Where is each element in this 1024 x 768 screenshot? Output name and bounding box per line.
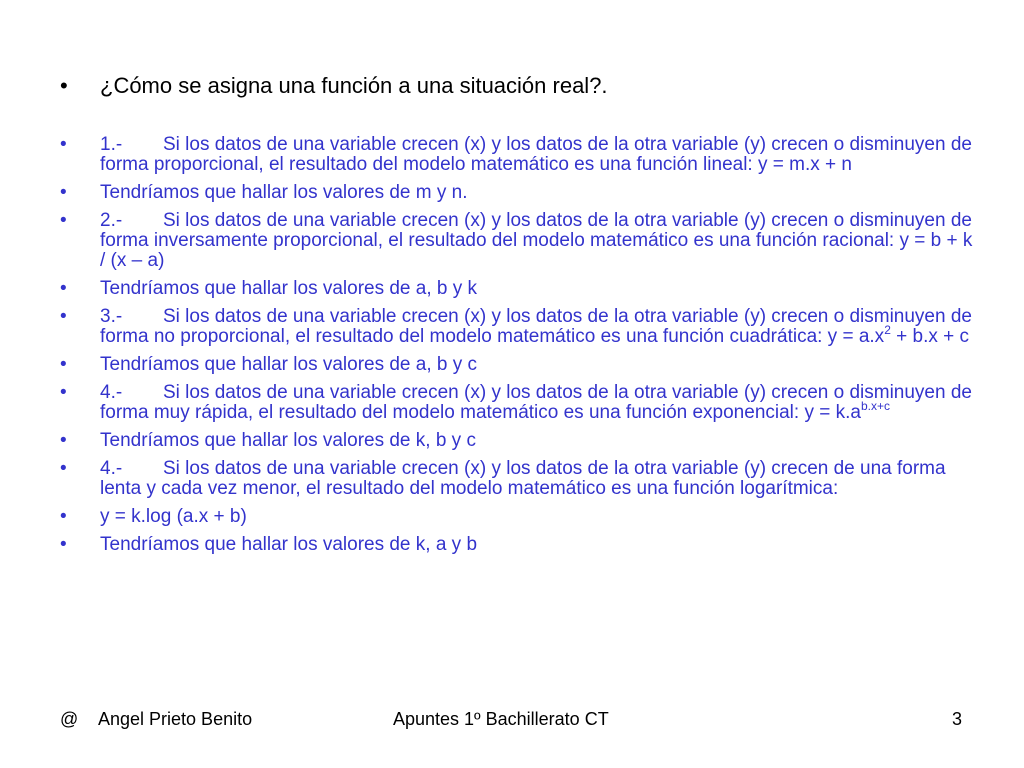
list-item-text (100, 135, 980, 175)
bullet-marker: • (60, 182, 67, 203)
item-number: 2.- (100, 210, 123, 231)
item-body: Tendríamos que hallar los valores de m y n. (100, 182, 468, 203)
list-item (60, 383, 980, 423)
list-item (60, 535, 980, 555)
bullet-marker: • (60, 278, 67, 299)
list-item (60, 459, 980, 499)
item-body: Si los datos de una variable crecen (x) y los datos de la otra variable (y) crecen o disminuyen de forma proporcional, el resultado del modelo matemático es una función lineal: y = m.x + n (100, 134, 972, 175)
bullet-marker: • (60, 306, 67, 327)
bullet-marker: • (60, 506, 67, 527)
list-item (60, 211, 980, 271)
footer-course: Apuntes 1º Bachillerato CT (393, 709, 609, 729)
list-item (60, 431, 980, 451)
bullet-marker: • (60, 382, 67, 403)
list-item-text (100, 211, 980, 271)
list-item-text (100, 383, 980, 423)
item-body: Tendríamos que hallar los valores de a, b y k (100, 278, 478, 299)
slide-title-row (60, 72, 980, 100)
list-item (60, 183, 980, 203)
bullet-marker: • (60, 210, 67, 231)
bullet-marker: • (60, 73, 68, 98)
bullet-marker: • (60, 534, 67, 555)
list-item (60, 135, 980, 175)
at-sign: @ (60, 709, 79, 729)
bullet-marker: • (60, 458, 67, 479)
item-body-tail: + b.x + c (890, 326, 970, 347)
item-number: 1.- (100, 134, 123, 155)
exponent: 2 (884, 323, 891, 337)
list-item (60, 307, 980, 347)
slide-title: ¿Cómo se asigna una función a una situación real?. (100, 73, 608, 98)
item-number: 4.- (100, 382, 123, 403)
list-item (60, 279, 980, 299)
footer-author (60, 708, 252, 730)
exponent: b.x+c (860, 399, 890, 413)
list-item-text (100, 307, 980, 347)
bullet-marker: • (60, 134, 67, 155)
list-item (60, 355, 980, 375)
item-body: Si los datos de una variable crecen (x) y los datos de la otra variable (y) crecen o disminuyen de forma no proporcional, el resultado del modelo matemático es una función cuadrática: y = a.x (100, 306, 972, 347)
item-body: y = k.log (a.x + b) (100, 506, 247, 527)
list-item-text (100, 459, 980, 499)
item-body: Tendríamos que hallar los valores de k, a y b (100, 534, 478, 555)
item-body: Tendríamos que hallar los valores de k, b y c (100, 430, 476, 451)
page-number: 3 (952, 709, 963, 729)
item-body: Si los datos de una variable crecen (x) y los datos de la otra variable (y) crecen o disminuyen de forma muy rápida, el resultado del modelo matemático es una función exponencial: y = k.a (100, 382, 972, 423)
author-name: Angel Prieto Benito (98, 709, 253, 729)
list-item (60, 507, 980, 527)
bullet-marker: • (60, 430, 67, 451)
item-number: 4.- (100, 458, 123, 479)
item-number: 3.- (100, 306, 123, 327)
item-body: Si los datos de una variable crecen (x) y los datos de la otra variable (y) crecen o disminuyen de forma inversamente proporcional, el resultado del modelo matemático es una función racional: y = b + k / (x – a) (100, 210, 973, 271)
bullet-marker: • (60, 354, 67, 375)
item-body: Si los datos de una variable crecen (x) y los datos de la otra variable (y) crecen de una forma lenta y cada vez menor, el resultado del modelo matemático es una función logarítmica: (100, 458, 946, 499)
bullet-list (60, 135, 980, 563)
item-body: Tendríamos que hallar los valores de a, b y c (100, 354, 478, 375)
